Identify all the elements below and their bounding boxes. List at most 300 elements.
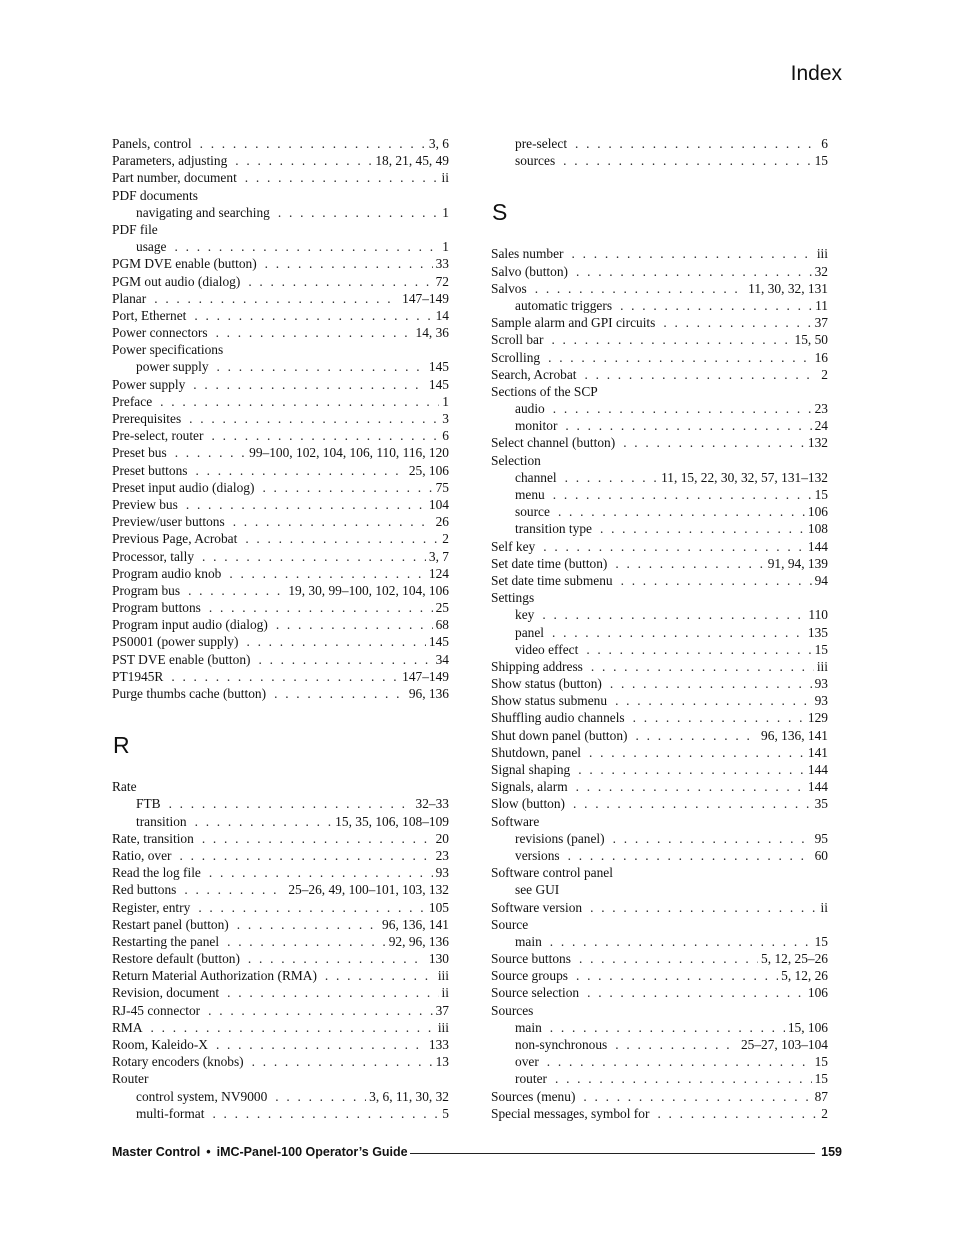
index-page-refs: 145 (428, 376, 449, 392)
dot-leader (217, 358, 426, 375)
index-entry (491, 967, 828, 984)
index-term: Register, entry (112, 899, 191, 915)
index-term: Signal shaping (491, 762, 571, 777)
dot-leader (615, 555, 764, 572)
dot-leader (265, 255, 433, 272)
index-subentry (491, 847, 828, 864)
dot-leader (171, 668, 399, 685)
index-subentry (491, 520, 828, 537)
index-term: versions (515, 847, 560, 863)
dot-leader (202, 548, 426, 565)
index-page-refs: 96, 136, 141 (382, 916, 449, 932)
index-subentry (491, 641, 828, 658)
index-term: Red buttons (112, 882, 177, 898)
index-page-refs: 92, 96, 136 (388, 933, 449, 949)
index-entry (491, 984, 828, 1001)
index-term: Panels, control (112, 136, 192, 151)
index-entry (112, 933, 449, 950)
index-entry (112, 393, 449, 410)
index-term: Preview bus (112, 496, 178, 512)
index-page-refs: 11, 15, 22, 30, 32, 57, 131–132 (661, 469, 828, 485)
dot-leader (209, 599, 433, 616)
index-entry (112, 1053, 449, 1070)
index-entry (491, 538, 828, 555)
index-entry (491, 813, 828, 830)
index-term: over (515, 1054, 539, 1070)
index-entry (112, 864, 449, 881)
index-subentry (491, 606, 828, 623)
dot-leader (248, 273, 432, 290)
dot-leader (550, 933, 812, 950)
index-entry (491, 366, 828, 383)
index-page-refs: 135 (807, 624, 828, 640)
index-page-refs: 15 (814, 153, 828, 169)
index-entry (491, 795, 828, 812)
index-entry (112, 967, 449, 984)
index-page-refs: 18, 21, 45, 49 (375, 153, 449, 169)
index-subentry (491, 624, 828, 641)
index-subentry (112, 358, 449, 375)
dot-leader (575, 135, 818, 152)
dot-leader (657, 1105, 818, 1122)
dot-leader (200, 135, 426, 152)
section-letter-s: S (492, 199, 508, 226)
index-term: audio (515, 401, 545, 417)
index-term: Settings (491, 590, 535, 606)
index-page-refs: 144 (807, 779, 828, 795)
index-term: Ratio, over (112, 847, 172, 863)
index-page-refs: 33 (435, 256, 449, 272)
index-page-refs: 68 (435, 617, 449, 633)
dot-leader (542, 606, 805, 623)
dot-leader (623, 434, 805, 451)
index-entry (112, 548, 449, 565)
index-term: Restarting the panel (112, 933, 220, 949)
index-term: menu (515, 487, 545, 502)
index-entry (112, 830, 449, 847)
dot-leader (193, 376, 426, 393)
index-page-refs: 5 (442, 1105, 449, 1121)
index-page-refs: 1 (442, 393, 449, 409)
index-entry (112, 778, 449, 795)
index-term: Processor, tally (112, 548, 195, 564)
dot-leader (160, 393, 439, 410)
index-page-refs: 124 (428, 565, 449, 581)
index-term: non-synchronous (515, 1037, 608, 1052)
index-page-refs: 15 (814, 1054, 828, 1070)
index-page-refs: 13 (435, 1054, 449, 1070)
dot-leader (246, 633, 425, 650)
index-term: source (515, 504, 550, 520)
dot-leader (590, 899, 817, 916)
dot-leader (211, 427, 439, 444)
index-entry (491, 864, 828, 881)
index-term: Sales number (491, 246, 564, 262)
index-page-refs: 1 (442, 239, 449, 255)
index-page-refs: 15, 35, 106, 108–109 (335, 813, 449, 829)
dot-leader (154, 290, 399, 307)
dot-leader (550, 1019, 785, 1036)
index-term: automatic triggers (515, 297, 613, 313)
index-page-refs: 25 (435, 600, 449, 616)
index-term: Sources (491, 1002, 534, 1018)
footer-rule (410, 1153, 816, 1154)
page-title: Index (790, 62, 842, 85)
index-term: Source groups (491, 968, 568, 984)
dot-leader (587, 984, 805, 1001)
index-page-refs: 132 (807, 435, 828, 451)
page-footer (112, 1145, 842, 1159)
index-subentry (491, 1036, 828, 1053)
index-page-refs: 94 (814, 572, 828, 588)
index-entry (112, 847, 449, 864)
index-term: Preview/user buttons (112, 514, 225, 530)
dot-leader (233, 513, 433, 530)
index-entry (491, 950, 828, 967)
dot-leader (216, 1036, 426, 1053)
index-term: Rate, transition (112, 830, 194, 846)
section-letter-r: R (113, 732, 130, 759)
index-page-refs: 32 (814, 263, 828, 279)
index-term: navigating and searching (136, 204, 270, 220)
dot-leader (175, 238, 440, 255)
dot-leader (227, 933, 386, 950)
index-page-refs: 133 (428, 1037, 449, 1052)
index-column-left (112, 135, 449, 1122)
index-term: Select channel (button) (491, 435, 616, 451)
index-entry (112, 290, 449, 307)
index-term: usage (136, 239, 167, 255)
index-page-refs: 26 (435, 514, 449, 530)
dot-leader (194, 307, 432, 324)
index-entry (112, 255, 449, 272)
index-page-refs: 34 (435, 651, 449, 667)
index-page-refs: 96, 136 (408, 686, 449, 701)
index-entry (491, 383, 828, 400)
index-term: router (515, 1071, 547, 1087)
dot-leader (615, 1036, 738, 1053)
index-entry (112, 221, 449, 238)
index-term: Sample alarm and GPI circuits (491, 315, 656, 331)
index-term: Return Material Authorization (RMA) (112, 968, 317, 984)
index-page-refs: 6 (442, 428, 449, 444)
dot-leader (274, 685, 406, 702)
index-page-refs: 37 (435, 1002, 449, 1018)
index-term: Power supply (112, 376, 186, 392)
dot-leader (175, 444, 246, 461)
index-term: Show status (button) (491, 676, 602, 692)
index-page-refs: 108 (807, 521, 828, 537)
index-entry (491, 727, 828, 744)
index-term: Router (112, 1071, 149, 1087)
index-entry (491, 434, 828, 451)
index-term: Software version (491, 899, 583, 915)
index-entry (491, 245, 828, 262)
index-entries-p (112, 135, 449, 702)
dot-leader (636, 727, 759, 744)
index-page-refs: 19, 30, 99–100, 102, 104, 106 (288, 582, 449, 598)
index-page-refs: 104 (428, 496, 449, 512)
dot-leader (229, 565, 426, 582)
index-entry (491, 349, 828, 366)
index-entry (491, 1088, 828, 1105)
dot-leader (589, 744, 805, 761)
index-entry (112, 1002, 449, 1019)
index-entry (112, 496, 449, 513)
dot-leader (325, 967, 435, 984)
dot-leader (195, 813, 333, 830)
index-page-refs: 32–33 (415, 796, 449, 812)
dot-leader (585, 366, 819, 383)
index-subentry (491, 1070, 828, 1087)
index-page-refs: 130 (428, 951, 449, 967)
index-entry (112, 530, 449, 547)
dot-leader (591, 658, 814, 675)
index-page-refs: 75 (435, 479, 449, 495)
index-page-refs: 11, 30, 32, 131 (748, 280, 828, 296)
dot-leader (565, 469, 658, 486)
index-entries-p-continued (491, 135, 828, 169)
index-term: Shut down panel (button) (491, 727, 628, 743)
dot-leader (615, 692, 812, 709)
index-subentry (112, 204, 449, 221)
index-entry (112, 376, 449, 393)
index-term: Prerequisites (112, 411, 182, 426)
index-page-refs: 93 (814, 676, 828, 692)
index-subentry (491, 469, 828, 486)
index-page-refs: 2 (821, 1105, 828, 1121)
index-entry (491, 314, 828, 331)
dot-leader (552, 624, 805, 641)
index-page-refs: 25–26, 49, 100–101, 103, 132 (288, 882, 449, 898)
index-term: Shutdown, panel (491, 744, 582, 760)
index-page-refs: 23 (814, 401, 828, 417)
index-page-refs: 105 (428, 899, 449, 915)
dot-leader (184, 881, 285, 898)
dot-leader (198, 899, 426, 916)
index-term: Set date time (button) (491, 555, 608, 571)
index-term: channel (515, 469, 557, 485)
index-entry (112, 444, 449, 461)
index-page-refs: 3, 6 (428, 136, 449, 151)
index-entries-s (491, 245, 828, 1122)
dot-leader (180, 847, 433, 864)
index-term: Previous Page, Acrobat (112, 531, 238, 547)
index-term: Program audio knob (112, 565, 222, 581)
footer-page-number: 159 (821, 1145, 842, 1159)
index-page-refs: 16 (814, 349, 828, 365)
index-page-refs: 87 (814, 1088, 828, 1104)
dot-leader (578, 761, 805, 778)
dot-leader (558, 503, 805, 520)
index-page-refs: 15, 106 (787, 1019, 828, 1035)
index-subentry (491, 881, 828, 898)
index-subentry (112, 1088, 449, 1105)
footer-book-title: Master Control (112, 1145, 201, 1159)
dot-leader (258, 651, 432, 668)
index-term: power supply (136, 359, 209, 375)
index-term: panel (515, 624, 544, 640)
index-term: Read the log file (112, 865, 201, 881)
index-term: Search, Acrobat (491, 366, 577, 382)
index-entry (491, 899, 828, 916)
index-entry (112, 633, 449, 650)
index-term: RJ-45 connector (112, 1002, 201, 1018)
index-entry (112, 685, 449, 702)
dot-leader (151, 1019, 435, 1036)
index-term: Salvos (491, 280, 527, 296)
dot-leader (252, 1053, 433, 1070)
index-term: multi-format (136, 1105, 205, 1121)
index-term: Purge thumbs cache (button) (112, 686, 267, 701)
dot-leader (202, 830, 433, 847)
index-entry (491, 263, 828, 280)
index-entry (491, 1002, 828, 1019)
index-subentry (491, 830, 828, 847)
dot-leader (189, 410, 439, 427)
index-page-refs: 35 (814, 796, 828, 812)
index-page-refs: 23 (435, 847, 449, 863)
index-page-refs: 129 (807, 710, 828, 726)
index-subentry (491, 933, 828, 950)
dot-leader (576, 967, 778, 984)
index-term: revisions (panel) (515, 830, 605, 846)
dot-leader (547, 1053, 812, 1070)
index-entry (491, 658, 828, 675)
index-page-refs: 72 (435, 273, 449, 289)
dot-leader (555, 1070, 812, 1087)
dot-leader (548, 349, 812, 366)
index-entry (491, 744, 828, 761)
index-term: Scroll bar (491, 332, 544, 348)
index-term: pre-select (515, 136, 568, 151)
index-term: see GUI (515, 882, 560, 898)
index-page-refs: 145 (428, 634, 449, 650)
index-entry (491, 589, 828, 606)
index-entry (112, 984, 449, 1001)
index-subentry (112, 238, 449, 255)
index-entry (112, 427, 449, 444)
index-subentry (491, 152, 828, 169)
index-page-refs: 141 (807, 744, 828, 760)
index-term: Set date time submenu (491, 572, 613, 588)
index-term: Preface (112, 393, 153, 409)
dot-leader (237, 916, 379, 933)
dot-leader (212, 1105, 439, 1122)
index-term: PDF file (112, 221, 158, 237)
index-entry (112, 341, 449, 358)
index-entry (112, 899, 449, 916)
index-term: PS0001 (power supply) (112, 634, 239, 650)
dot-leader (551, 331, 791, 348)
dot-leader (576, 263, 812, 280)
index-term: Software (491, 813, 540, 829)
index-entry (112, 582, 449, 599)
index-page-refs: 106 (807, 985, 828, 1001)
index-term: Selection (491, 452, 541, 468)
index-subentry (112, 813, 449, 830)
index-term: main (515, 933, 542, 949)
index-page-refs: 144 (807, 538, 828, 554)
dot-leader (576, 778, 805, 795)
index-entry (112, 462, 449, 479)
index-term: Room, Kaleido-X (112, 1037, 208, 1052)
index-term: Source (491, 916, 529, 932)
index-term: Slow (button) (491, 796, 566, 812)
index-entry (491, 692, 828, 709)
index-page-refs: 15 (814, 641, 828, 657)
dot-leader (543, 538, 805, 555)
index-entry (491, 572, 828, 589)
dot-leader (613, 830, 812, 847)
index-page-refs: 1 (442, 204, 449, 220)
index-page-refs: 15 (814, 933, 828, 949)
index-entry (112, 950, 449, 967)
dot-leader (169, 795, 413, 812)
dot-leader (276, 616, 433, 633)
index-page-refs: 3 (442, 411, 449, 426)
index-term: Signals, alarm (491, 779, 568, 795)
index-term: key (515, 607, 535, 623)
index-entry (112, 1019, 449, 1036)
dot-leader (663, 314, 811, 331)
index-entry (112, 187, 449, 204)
index-term: FTB (136, 796, 161, 812)
index-page-refs: 11 (815, 297, 828, 313)
index-term: PST DVE enable (button) (112, 651, 251, 667)
index-term: Shipping address (491, 658, 583, 674)
index-term: Software control panel (491, 865, 613, 881)
index-page-refs: 15 (814, 1071, 828, 1087)
index-entries-r (112, 778, 449, 1122)
dot-leader (573, 795, 812, 812)
index-term: Restart panel (button) (112, 916, 229, 932)
dot-leader (188, 582, 285, 599)
index-entry (491, 761, 828, 778)
index-entry (112, 916, 449, 933)
index-page-refs: 6 (821, 136, 828, 151)
index-term: Shuffling audio channels (491, 710, 625, 726)
index-entry (491, 1105, 828, 1122)
index-subentry (491, 1053, 828, 1070)
index-page-refs: 5, 12, 25–26 (761, 951, 828, 967)
index-term: RMA (112, 1019, 143, 1035)
index-entry (112, 616, 449, 633)
index-page-refs: 93 (814, 693, 828, 709)
index-entry (112, 1036, 449, 1053)
dot-leader (278, 204, 439, 221)
index-page-refs: 25, 106 (408, 462, 449, 478)
index-term: Power connectors (112, 325, 208, 341)
index-subentry (491, 503, 828, 520)
dot-leader (579, 950, 758, 967)
index-page-refs: ii (441, 985, 449, 1001)
index-entry (112, 324, 449, 341)
index-page-refs: 106 (807, 504, 828, 520)
index-page-refs: iii (437, 968, 449, 984)
index-term: video effect (515, 641, 579, 657)
index-page-refs: iii (437, 1019, 449, 1035)
index-term: Port, Ethernet (112, 307, 187, 323)
index-term: PGM out audio (dialog) (112, 273, 241, 289)
index-page-refs: 25–27, 103–104 (740, 1037, 828, 1052)
dot-leader (186, 496, 426, 513)
index-entry (112, 152, 449, 169)
dot-leader (600, 520, 805, 537)
index-subentry (491, 1019, 828, 1036)
index-term: transition type (515, 521, 592, 537)
dot-leader (216, 324, 413, 341)
